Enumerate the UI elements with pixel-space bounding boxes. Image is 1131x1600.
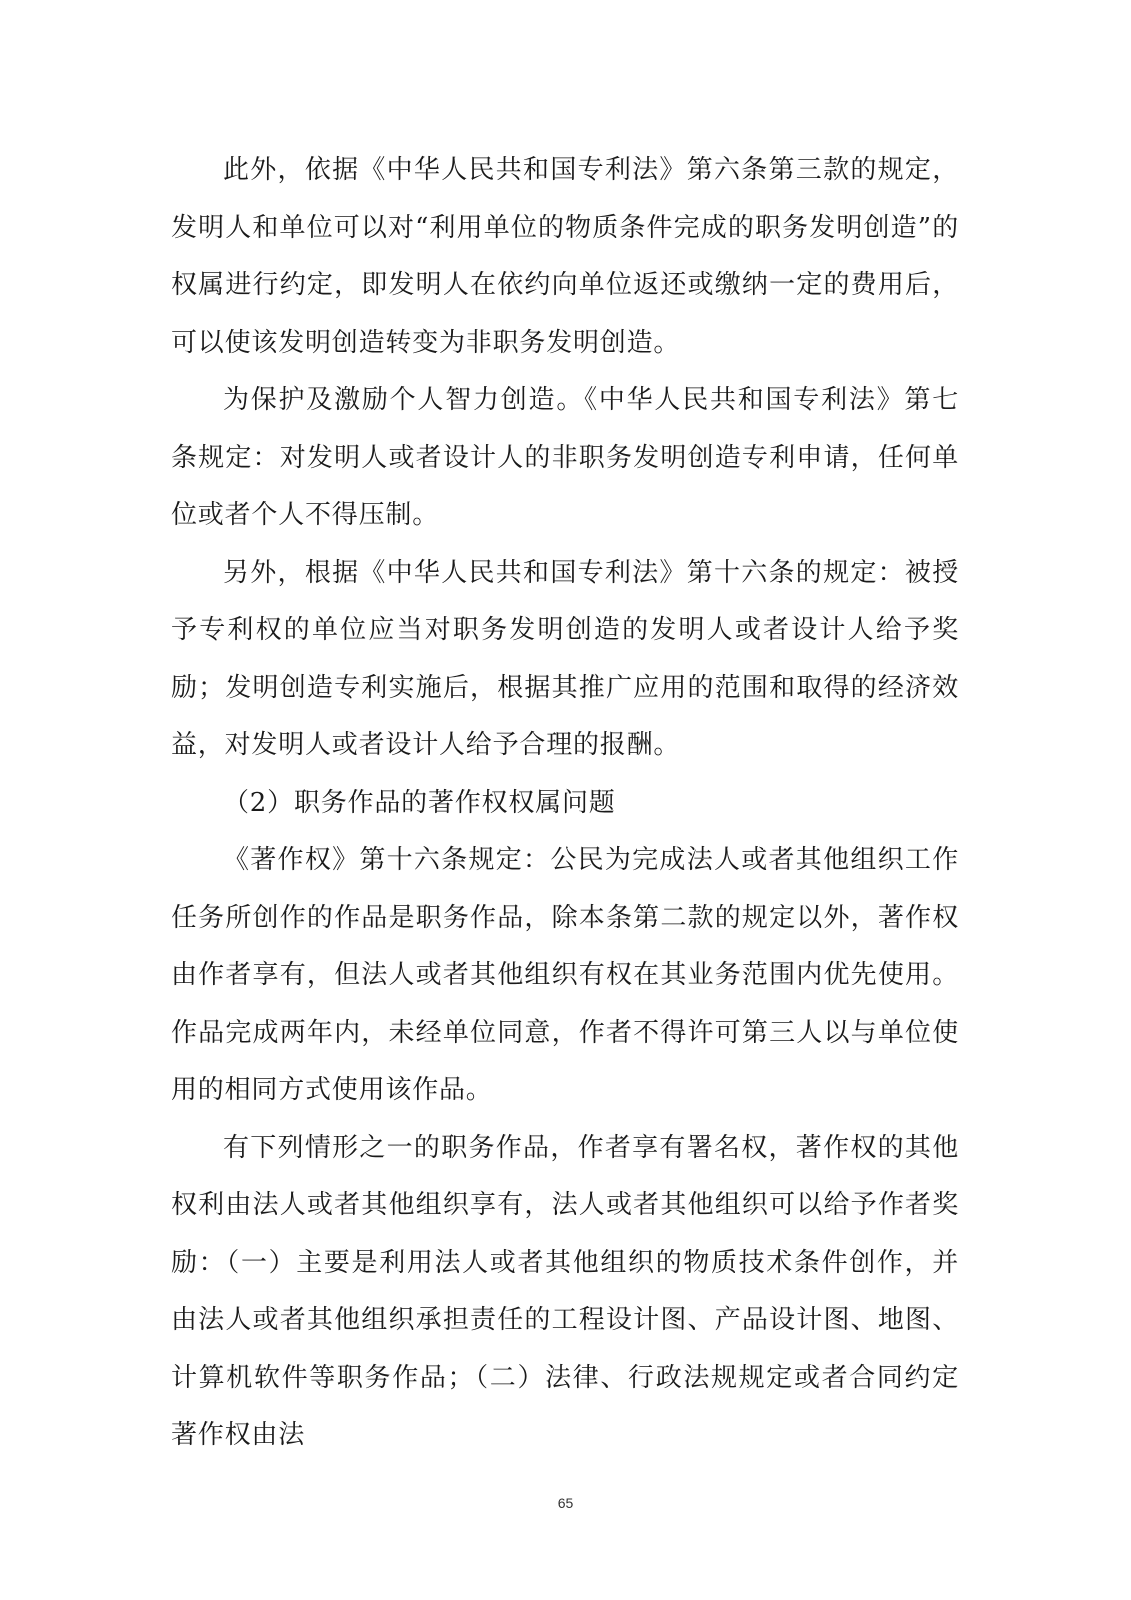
paragraph-patent-law-article-7: 为保护及激励个人智力创造。《中华人民共和国专利法》第七条规定：对发明人或者设计人的非职务发明创造专利申请，任何单位或者个人不得压制。 bbox=[171, 385, 959, 530]
section-heading-work-copyright: （2）职务作品的著作权权属问题 bbox=[223, 787, 616, 818]
paragraph-work-copyright-cases: 有下列情形之一的职务作品，作者享有署名权，著作权的其他权利由法人或者其他组织享有，法人或者其他组织可以给予作者奖励：（一）主要是利用法人或者其他组织的物质技术条件创作，并由法人或者其他组织承担责任的工程设计图、产品设计图、地图、计算机软件等职务作品；（二）法律、行政法规规定或者合同约定著作权由法 bbox=[171, 1132, 959, 1450]
paragraph-copyright-article-16: 《著作权》第十六条规定：公民为完成法人或者其他组织工作任务所创作的作品是职务作品，除本条第二款的规定以外，著作权由作者享有，但法人或者其他组织有权在其业务范围内优先使用。作品完成两年内，未经单位同意，作者不得许可第三人以与单位使用的相同方式使用该作品。 bbox=[171, 845, 959, 1105]
paragraph-patent-law-article-16: 另外，根据《中华人民共和国专利法》第十六条的规定：被授予专利权的单位应当对职务发明创造的发明人或者设计人给予奖励；发明创造专利实施后，根据其推广应用的范围和取得的经济效益，对发明人或者设计人给予合理的报酬。 bbox=[171, 557, 959, 760]
document-body bbox=[171, 142, 959, 1465]
page-number: 65 bbox=[557, 1495, 574, 1511]
paragraph-patent-law-article-6: 此外，依据《中华人民共和国专利法》第六条第三款的规定，发明人和单位可以对“利用单位的物质条件完成的职务发明创造”的权属进行约定，即发明人在依约向单位返还或缴纳一定的费用后，可以使该发明创造转变为非职务发明创造。 bbox=[171, 155, 959, 358]
